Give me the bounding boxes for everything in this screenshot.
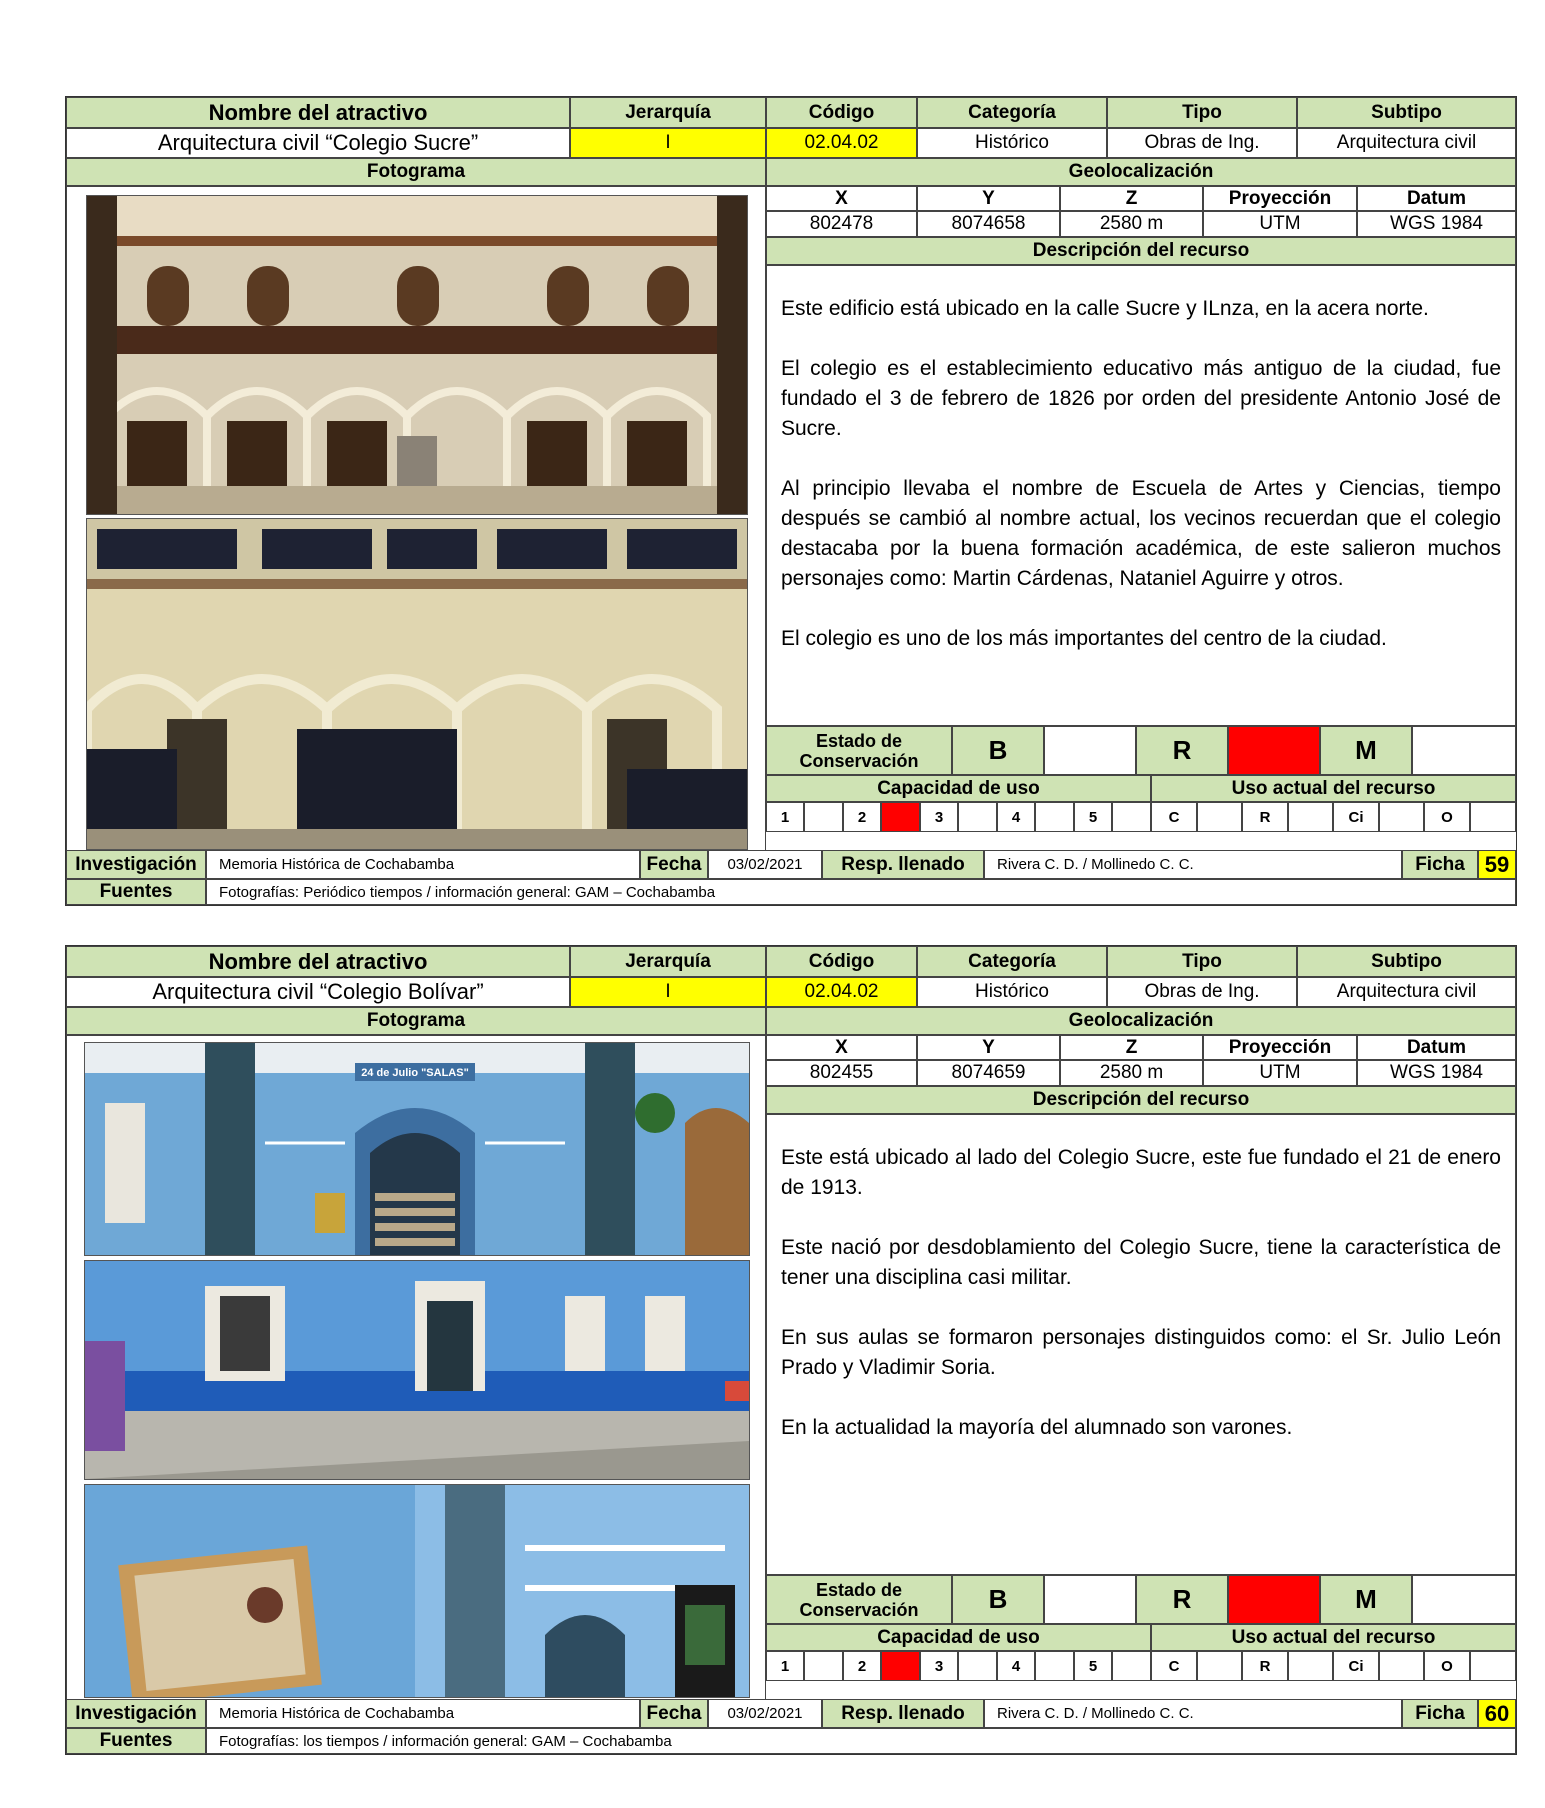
capacidad-1-box xyxy=(804,1651,843,1681)
ficha-card-1 xyxy=(65,96,1517,906)
uso-o-box xyxy=(1470,1651,1516,1681)
descripcion-paragraph: Este nació por desdoblamiento del Colegio Sucre, tiene la característica de tener una disciplina casi militar. xyxy=(781,1236,1501,1289)
subtipo-value: Arquitectura civil xyxy=(1297,128,1516,158)
descripcion-paragraph: Al principio llevaba el nombre de Escuela de Artes y Ciencias, tiempo después se cambió al nombre actual, los vecinos recuerdan que el colegio destacaba por la buena formación académica, de este salieron muchos personajes como: Martin Cárdenas, Nataniel Aguirre y otros. xyxy=(781,477,1501,590)
fecha-label: Fecha xyxy=(640,850,708,879)
codigo-value: 02.04.02 xyxy=(766,128,917,158)
investigacion-label: Investigación xyxy=(66,850,206,879)
capacidad-2: 2 xyxy=(843,1651,881,1681)
photo-colegio-bolivar-patio xyxy=(84,1042,750,1256)
header-codigo: Código xyxy=(766,97,917,128)
geo-header-z: Z xyxy=(1060,186,1203,211)
estado-b-box xyxy=(1044,1575,1136,1624)
descripcion-paragraph: En la actualidad la mayoría del alumnado son varones. xyxy=(781,1416,1293,1439)
capacidad-5: 5 xyxy=(1074,802,1112,832)
fotograma-label: Fotograma xyxy=(66,158,766,186)
capacidad-label: Capacidad de uso xyxy=(766,1624,1151,1651)
geo-header-proyeccion: Proyección xyxy=(1203,1035,1357,1060)
uso-label: Uso actual del recurso xyxy=(1151,775,1516,802)
capacidad-4-box xyxy=(1035,802,1074,832)
geo-datum-value: WGS 1984 xyxy=(1357,211,1516,237)
descripcion-paragraph: El colegio es uno de los más importantes del centro de la ciudad. xyxy=(781,627,1387,650)
capacidad-1: 1 xyxy=(766,802,804,832)
geo-z-value: 2580 m xyxy=(1060,211,1203,237)
uso-r-box xyxy=(1288,1651,1333,1681)
uso-r: R xyxy=(1242,1651,1288,1681)
uso-ci-box xyxy=(1379,1651,1424,1681)
geo-datum-value: WGS 1984 xyxy=(1357,1060,1516,1086)
uso-r: R xyxy=(1242,802,1288,832)
fuentes-label: Fuentes xyxy=(66,879,206,905)
capacidad-4: 4 xyxy=(997,802,1035,832)
descripcion-paragraph: Este está ubicado al lado del Colegio Sucre, este fue fundado el 21 de enero de 1913. xyxy=(781,1146,1501,1199)
header-codigo: Código xyxy=(766,946,917,977)
estado-label: Estado de Conservación xyxy=(766,726,952,775)
capacidad-5-box xyxy=(1112,802,1151,832)
capacidad-2-box-selected xyxy=(881,802,920,832)
photo-colegio-sucre-patio xyxy=(86,195,748,515)
descripcion-paragraph: En sus aulas se formaron personajes distinguidos como: el Sr. Julio León Prado y Vladimir Soria. xyxy=(781,1326,1501,1379)
geo-header-y: Y xyxy=(917,1035,1060,1060)
fotograma-label: Fotograma xyxy=(66,1007,766,1035)
capacidad-4-box xyxy=(1035,1651,1074,1681)
estado-m-box xyxy=(1412,726,1516,775)
uso-r-box xyxy=(1288,802,1333,832)
ficha-label: Ficha xyxy=(1402,1699,1478,1728)
fuentes-value: Fotografías: Periódico tiempos / información general: GAM – Cochabamba xyxy=(206,879,1516,905)
jerarquia-value: I xyxy=(570,977,766,1007)
photo-colegio-bolivar-interior xyxy=(84,1484,750,1698)
jerarquia-value: I xyxy=(570,128,766,158)
geo-header-proyeccion: Proyección xyxy=(1203,186,1357,211)
geo-proyeccion-value: UTM xyxy=(1203,1060,1357,1086)
geo-header-x: X xyxy=(766,1035,917,1060)
uso-c-box xyxy=(1197,802,1242,832)
photo-sign-text: 24 de Julio "SALAS" xyxy=(361,1067,469,1079)
geo-proyeccion-value: UTM xyxy=(1203,211,1357,237)
ficha-label: Ficha xyxy=(1402,850,1478,879)
uso-ci-box xyxy=(1379,802,1424,832)
capacidad-3: 3 xyxy=(920,802,958,832)
fecha-value: 03/02/2021 xyxy=(708,1699,822,1728)
photo-colegio-bolivar-fachada xyxy=(84,1260,750,1480)
geo-x-value: 802478 xyxy=(766,211,917,237)
estado-r-box-selected xyxy=(1228,1575,1320,1624)
nombre-value: Arquitectura civil “Colegio Bolívar” xyxy=(66,977,570,1007)
estado-m-box xyxy=(1412,1575,1516,1624)
ficha-number: 60 xyxy=(1478,1699,1516,1728)
uso-c: C xyxy=(1151,802,1197,832)
estado-r: R xyxy=(1136,1575,1228,1624)
estado-m: M xyxy=(1320,1575,1412,1624)
tipo-value: Obras de Ing. xyxy=(1107,128,1297,158)
capacidad-2: 2 xyxy=(843,802,881,832)
investigacion-value: Memoria Histórica de Cochabamba xyxy=(206,1699,640,1728)
fuentes-label: Fuentes xyxy=(66,1728,206,1754)
ficha-card-2 xyxy=(65,945,1517,1755)
resp-value: Rivera C. D. / Mollinedo C. C. xyxy=(984,850,1402,879)
descripcion-label: Descripción del recurso xyxy=(766,1086,1516,1114)
uso-ci: Ci xyxy=(1333,802,1379,832)
uso-o: O xyxy=(1424,1651,1470,1681)
descripcion-text xyxy=(766,1114,1516,1575)
investigacion-value: Memoria Histórica de Cochabamba xyxy=(206,850,640,879)
uso-ci: Ci xyxy=(1333,1651,1379,1681)
descripcion-label: Descripción del recurso xyxy=(766,237,1516,265)
header-categoria: Categoría xyxy=(917,97,1107,128)
categoria-value: Histórico xyxy=(917,977,1107,1007)
header-tipo: Tipo xyxy=(1107,97,1297,128)
estado-r-box-selected xyxy=(1228,726,1320,775)
uso-o: O xyxy=(1424,802,1470,832)
geo-header-x: X xyxy=(766,186,917,211)
fecha-value: 03/02/2021 xyxy=(708,850,822,879)
geo-label: Geolocalización xyxy=(766,158,1516,186)
geo-header-datum: Datum xyxy=(1357,186,1516,211)
tipo-value: Obras de Ing. xyxy=(1107,977,1297,1007)
estado-m: M xyxy=(1320,726,1412,775)
nombre-value: Arquitectura civil “Colegio Sucre” xyxy=(66,128,570,158)
descripcion-text xyxy=(766,265,1516,726)
geo-header-z: Z xyxy=(1060,1035,1203,1060)
header-tipo: Tipo xyxy=(1107,946,1297,977)
geo-z-value: 2580 m xyxy=(1060,1060,1203,1086)
estado-b-box xyxy=(1044,726,1136,775)
geo-header-datum: Datum xyxy=(1357,1035,1516,1060)
geo-header-y: Y xyxy=(917,186,1060,211)
uso-o-box xyxy=(1470,802,1516,832)
fecha-label: Fecha xyxy=(640,1699,708,1728)
header-jerarquia: Jerarquía xyxy=(570,97,766,128)
resp-label: Resp. llenado xyxy=(822,850,984,879)
header-nombre: Nombre del atractivo xyxy=(66,946,570,977)
capacidad-1: 1 xyxy=(766,1651,804,1681)
header-categoria: Categoría xyxy=(917,946,1107,977)
header-jerarquia: Jerarquía xyxy=(570,946,766,977)
descripcion-paragraph: El colegio es el establecimiento educativo más antiguo de la ciudad, fue fundado el 3 de febrero de 1826 por orden del presidente Antonio José de Sucre. xyxy=(781,357,1501,440)
geo-y-value: 8074659 xyxy=(917,1060,1060,1086)
uso-c-box xyxy=(1197,1651,1242,1681)
capacidad-5: 5 xyxy=(1074,1651,1112,1681)
capacidad-3: 3 xyxy=(920,1651,958,1681)
fuentes-value: Fotografías: los tiempos / información general: GAM – Cochabamba xyxy=(206,1728,1516,1754)
estado-b: B xyxy=(952,1575,1044,1624)
header-subtipo: Subtipo xyxy=(1297,97,1516,128)
ficha-number: 59 xyxy=(1478,850,1516,879)
capacidad-5-box xyxy=(1112,1651,1151,1681)
descripcion-paragraph: Este edificio está ubicado en la calle Sucre y ILnza, en la acera norte. xyxy=(781,297,1429,320)
subtipo-value: Arquitectura civil xyxy=(1297,977,1516,1007)
estado-label: Estado de Conservación xyxy=(766,1575,952,1624)
geo-label: Geolocalización xyxy=(766,1007,1516,1035)
geo-y-value: 8074658 xyxy=(917,211,1060,237)
geo-x-value: 802455 xyxy=(766,1060,917,1086)
estado-r: R xyxy=(1136,726,1228,775)
header-nombre: Nombre del atractivo xyxy=(66,97,570,128)
capacidad-4: 4 xyxy=(997,1651,1035,1681)
estado-b: B xyxy=(952,726,1044,775)
uso-c: C xyxy=(1151,1651,1197,1681)
header-subtipo: Subtipo xyxy=(1297,946,1516,977)
capacidad-1-box xyxy=(804,802,843,832)
uso-label: Uso actual del recurso xyxy=(1151,1624,1516,1651)
capacidad-3-box xyxy=(958,1651,997,1681)
capacidad-label: Capacidad de uso xyxy=(766,775,1151,802)
categoria-value: Histórico xyxy=(917,128,1107,158)
codigo-value: 02.04.02 xyxy=(766,977,917,1007)
capacidad-3-box xyxy=(958,802,997,832)
investigacion-label: Investigación xyxy=(66,1699,206,1728)
resp-value: Rivera C. D. / Mollinedo C. C. xyxy=(984,1699,1402,1728)
photo-colegio-sucre-acto xyxy=(86,518,748,850)
capacidad-2-box-selected xyxy=(881,1651,920,1681)
resp-label: Resp. llenado xyxy=(822,1699,984,1728)
